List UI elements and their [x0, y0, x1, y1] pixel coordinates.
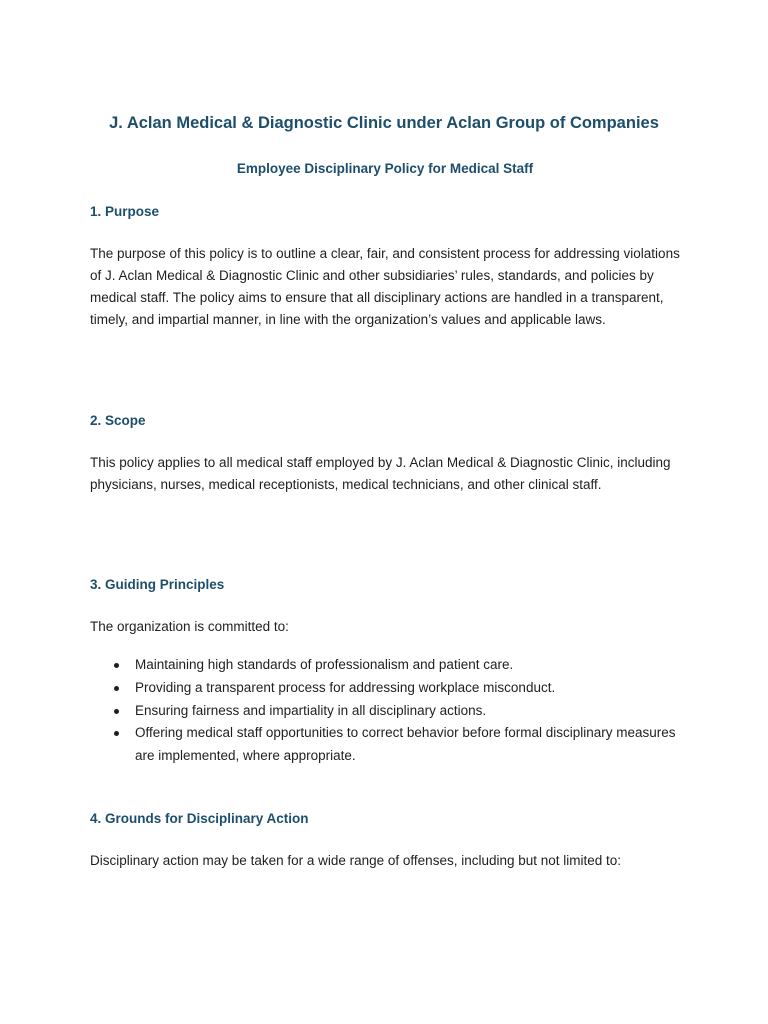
section-body-grounds: Disciplinary action may be taken for a wide range of offenses, including but not limited to:: [90, 853, 622, 868]
list-item-text: Offering medical staff opportunities to correct behavior before formal disciplinary measures are implemented, where appropriate.: [135, 725, 676, 764]
bullet-icon: [114, 731, 119, 736]
document-subtitle: Employee Disciplinary Policy for Medical Staff: [236, 161, 534, 176]
list-item-text: Ensuring fairness and impartiality in all disciplinary actions.: [135, 702, 487, 718]
section-body-guiding-principles: The organization is committed to:: [90, 619, 289, 634]
section-body-purpose: The purpose of this policy is to outline a clear, fair, and consistent process for addressing violations of J. Aclan Medical & Diagnostic Clinic and other subsidiaries’ rules, standards, and policies by medical staff. The policy aims to ensure that all disciplinary actions are handled in a transparent, timely, and impartial manner, in line with the organization’s values and applicable laws.: [90, 246, 680, 327]
section-heading-guiding-principles: 3. Guiding Principles: [90, 577, 225, 592]
list-item: [90, 722, 680, 768]
list-item: [90, 700, 680, 723]
list-item-text: Maintaining high standards of professionalism and patient care.: [135, 657, 514, 672]
section-heading-purpose: 1. Purpose: [90, 204, 160, 219]
bullet-icon: [114, 686, 119, 691]
section-body-scope: This policy applies to all medical staff employed by J. Aclan Medical & Diagnostic Clinic, including physicians, nurses, medical receptionists, medical technicians, and other clinical staff.: [90, 455, 671, 492]
list-item: [90, 677, 680, 700]
section-heading-grounds: 4. Grounds for Disciplinary Action: [90, 811, 309, 826]
list-item: [90, 654, 680, 677]
bullet-icon: [114, 663, 119, 668]
document-title: J. Aclan Medical & Diagnostic Clinic under Aclan Group of Companies: [109, 114, 659, 132]
bullet-icon: [114, 709, 119, 714]
list-item-text: Providing a transparent process for addressing workplace misconduct.: [135, 679, 556, 695]
section-heading-scope: 2. Scope: [90, 413, 146, 428]
guiding-principles-list: [90, 654, 680, 768]
